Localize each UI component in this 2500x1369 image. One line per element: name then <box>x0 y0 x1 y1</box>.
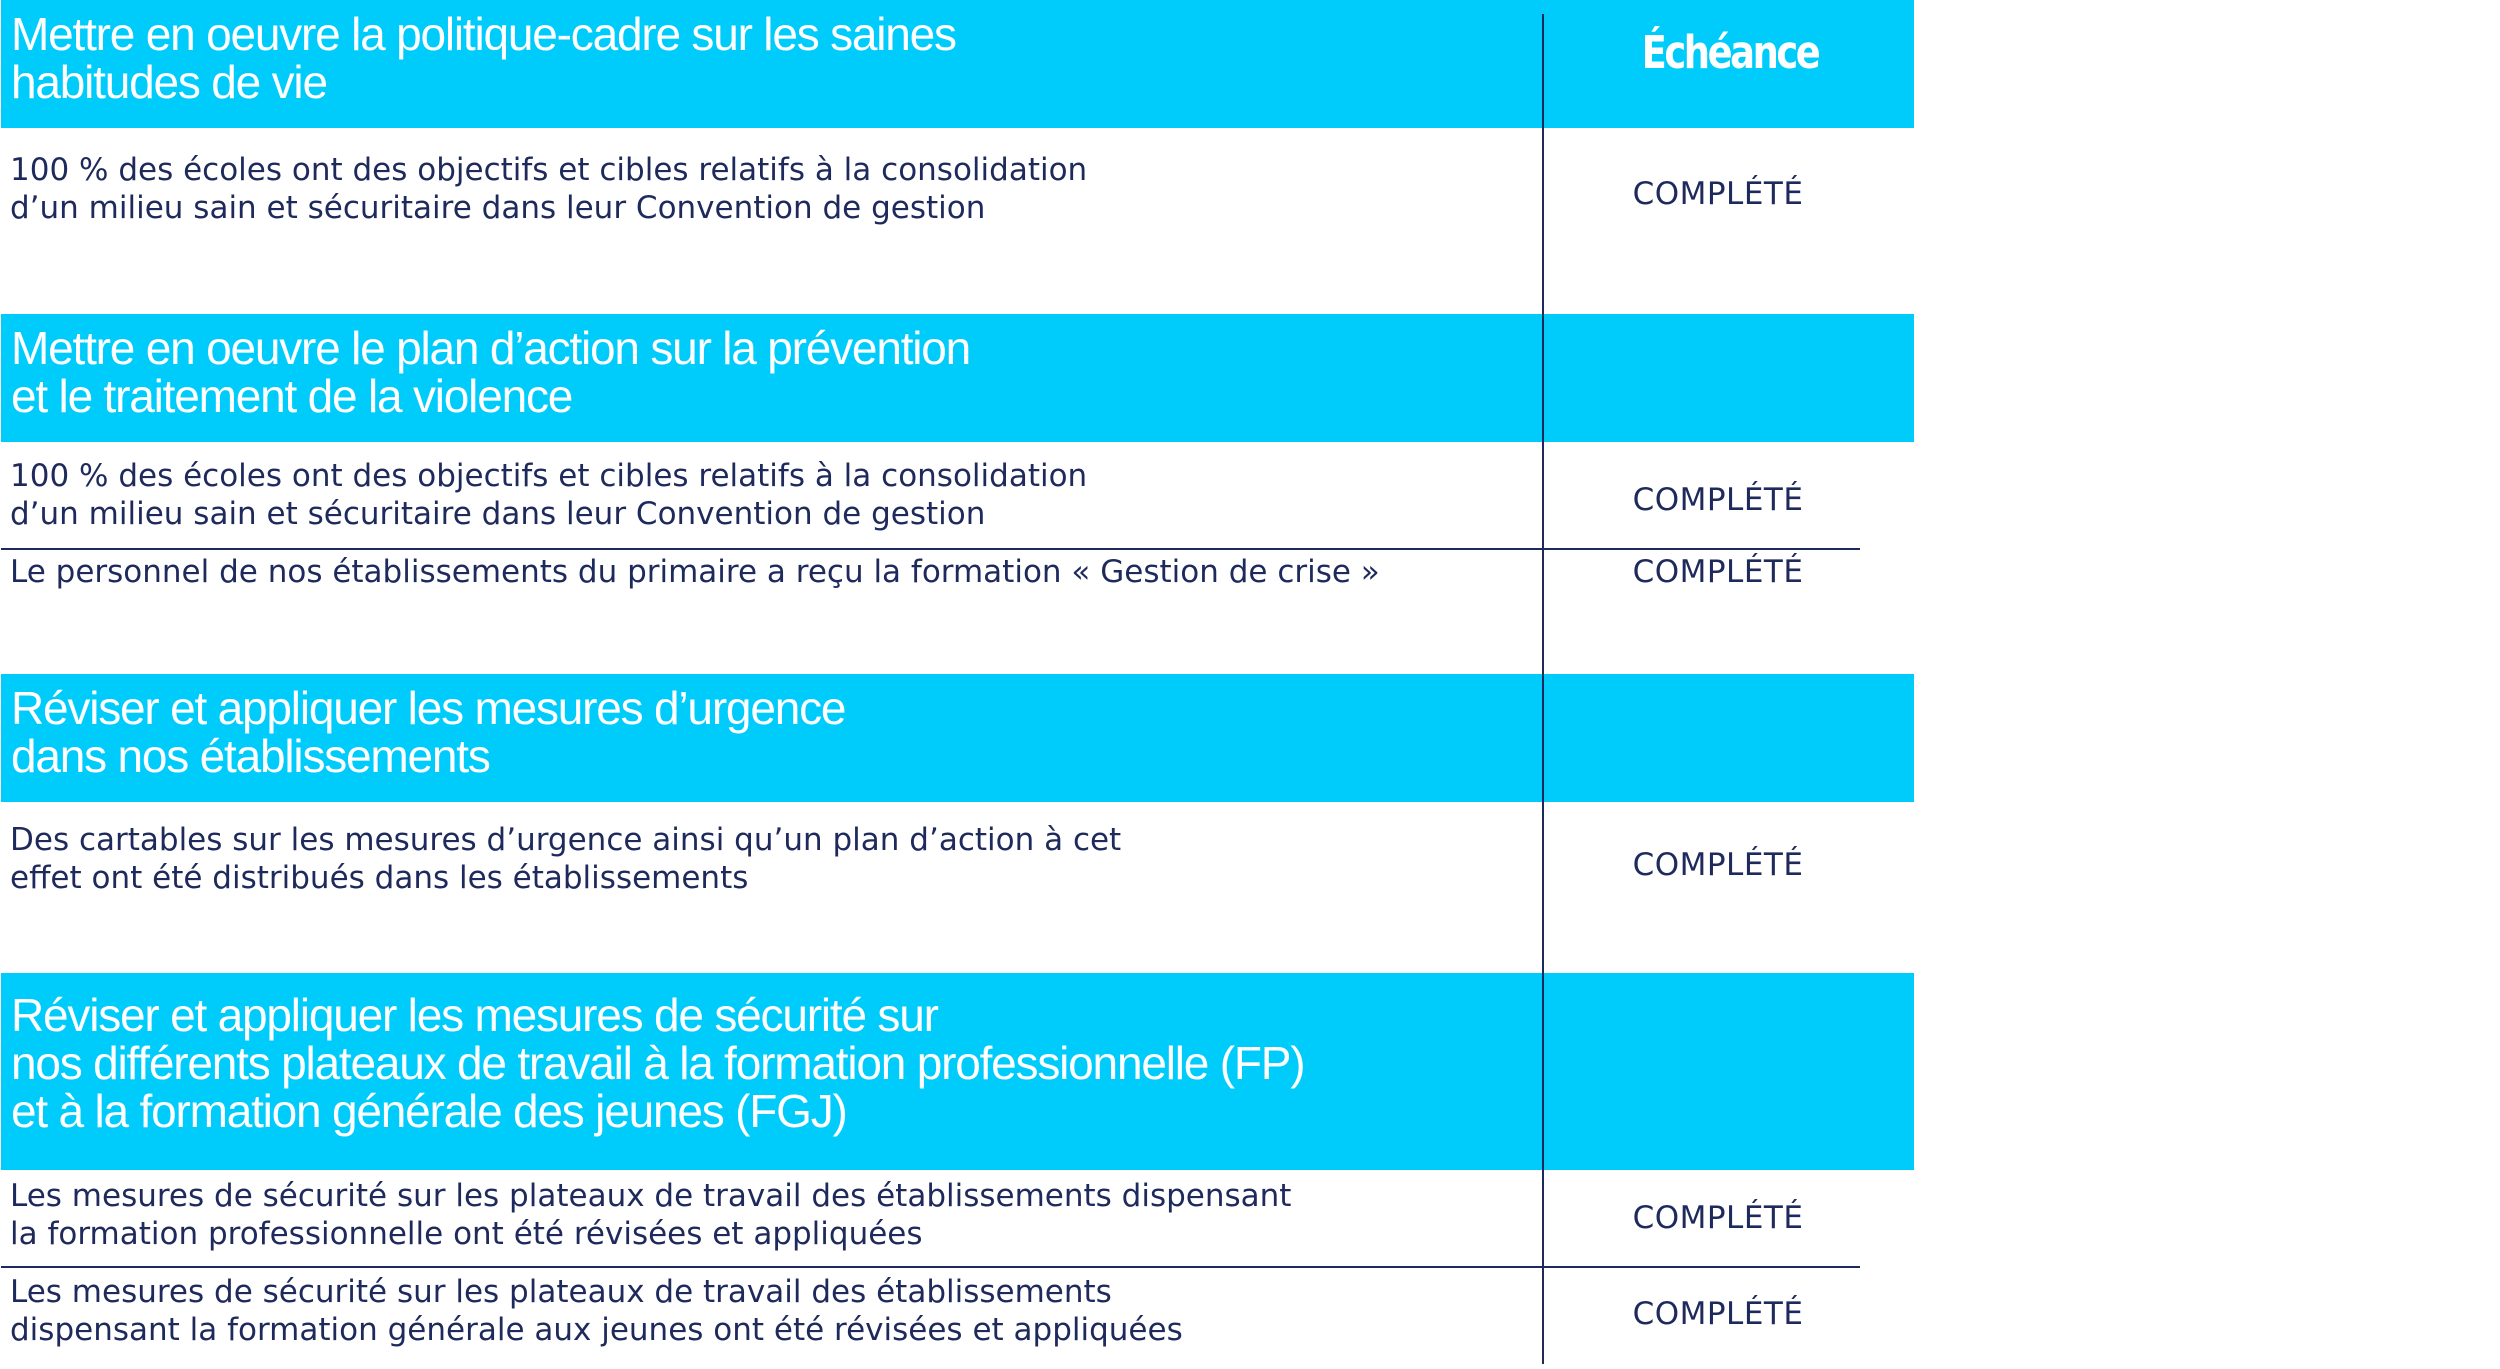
status-label: COMPLÉTÉ <box>1632 1200 1804 1236</box>
objective-item: Des cartables sur les mesures d’urgence ainsi qu’un plan d’action à cet effet ont été distribués dans les établissements <box>10 822 1122 896</box>
section-title: Réviser et appliquer les mesures d’urgence dans nos établissements <box>11 682 846 782</box>
section-title: Mettre en oeuvre la politique-cadre sur les saines habitudes de vie <box>11 8 956 108</box>
status-label: COMPLÉTÉ <box>1632 554 1804 590</box>
section-header <box>1 973 1914 1170</box>
objective-item: 100 % des écoles ont des objectifs et cibles relatifs à la consolidation d’un milieu sain et sécuritaire dans leur Convention de gestion <box>10 458 1088 532</box>
objective-item: Les mesures de sécurité sur les plateaux de travail des établissements dispensant la formation générale aux jeunes ont été révisées et appliquées <box>10 1274 1183 1348</box>
section-header <box>1 0 1914 128</box>
section-header <box>1 314 1914 442</box>
objective-item: Les mesures de sécurité sur les plateaux de travail des établissements dispensant la formation professionnelle ont été révisées et appliquées <box>10 1178 1292 1252</box>
column-divider <box>1542 14 1544 1364</box>
section-title: Mettre en oeuvre le plan d’action sur la prévention et le traitement de la violence <box>11 322 971 422</box>
row-divider <box>1 1266 1860 1268</box>
row-divider <box>1 548 1860 550</box>
section-header <box>1 674 1914 802</box>
status-label: COMPLÉTÉ <box>1632 1296 1804 1332</box>
status-label: COMPLÉTÉ <box>1632 176 1804 212</box>
deadline-column-header: Échéance <box>1641 26 1819 79</box>
section-title: Réviser et appliquer les mesures de sécurité sur nos différents plateaux de travail à la formation professionnelle (FP) et à la formation générale des jeunes (FGJ) <box>11 989 1305 1137</box>
objective-item: 100 % des écoles ont des objectifs et cibles relatifs à la consolidation d’un milieu sain et sécuritaire dans leur Convention de gestion <box>10 152 1088 226</box>
objective-item: Le personnel de nos établissements du primaire a reçu la formation « Gestion de crise » <box>10 554 1380 590</box>
status-label: COMPLÉTÉ <box>1632 847 1804 883</box>
status-label: COMPLÉTÉ <box>1632 482 1804 518</box>
